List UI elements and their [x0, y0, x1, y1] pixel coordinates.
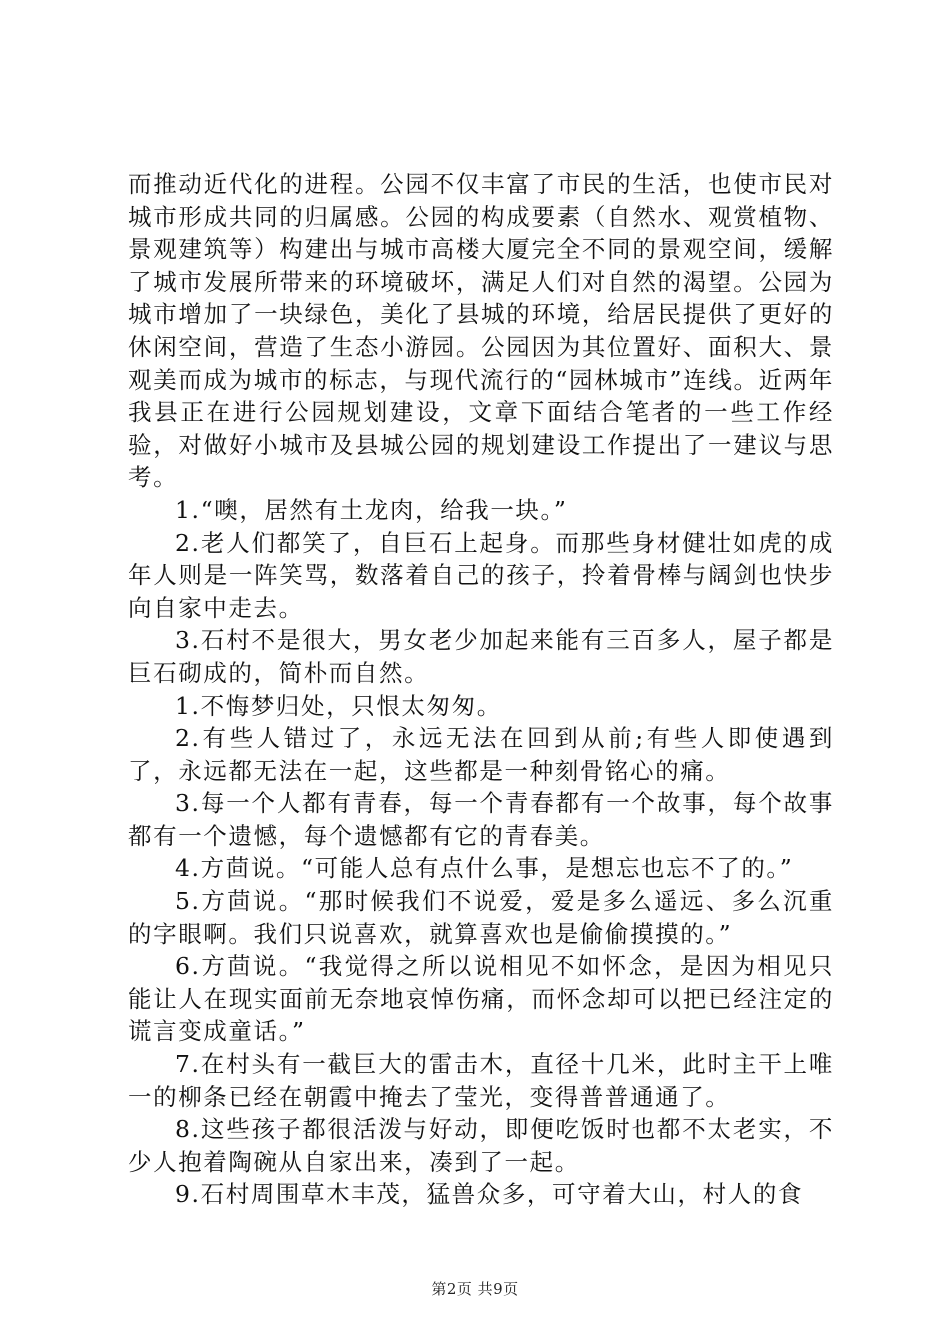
paragraph-intro: 而推动近代化的进程。公园不仅丰富了市民的生活，也使市民对城市形成共同的归属感。公园的构成要素（自然水、观赏植物、景观建筑等）构建出与城市高楼大厦完全不同的景观空间，缓解了城市发展所带来的环境破坏，满足人们对自然的渴望。公园为城市增加了一块绿色，美化了县城的环境，给居民提供了更好的休闲空间，营造了生态小游园。公园因为其位置好、面积大、景观美而成为城市的标志，与现代流行的“园林城市”连线。近两年我县正在进行公园规划建设，文章下面结合笔者的一些工作经验，对做好小城市及县城公园的规划建设工作提出了一建议与思考。	[128, 170, 834, 492]
paragraph-item: 3.石村不是很大，男女老少加起来能有三百多人，屋子都是巨石砌成的，简朴而自然。	[128, 626, 834, 687]
paragraph-item: 1.“噢，居然有土龙肉，给我一块。”	[175, 495, 568, 524]
paragraph-item: 6.方茴说。“我觉得之所以说相见不如怀念，是因为相见只能让人在现实面前无奈地哀悼伤痛，而怀念却可以把已经注定的谎言变成童话。”	[128, 952, 834, 1046]
paragraph-item: 1.不悔梦归处，只恨太匆匆。	[175, 691, 502, 720]
document-body	[128, 168, 834, 1211]
paragraph-item: 4.方茴说。“可能人总有点什么事，是想忘也忘不了的。”	[175, 854, 794, 883]
paragraph-item: 2.有些人错过了，永远无法在回到从前;有些人即使遇到了，永远都无法在一起，这些都是一种刻骨铭心的痛。	[128, 724, 834, 785]
paragraph-item: 5.方茴说。“那时候我们不说爱，爱是多么遥远、多么沉重的字眼啊。我们只说喜欢，就算喜欢也是偷偷摸摸的。”	[128, 887, 834, 948]
paragraph-item: 8.这些孩子都很活泼与好动，即便吃饭时也都不太老实，不少人抱着陶碗从自家出来，凑到了一起。	[128, 1115, 834, 1176]
page-number: 第2页 共9页	[431, 1280, 519, 1298]
page-footer	[0, 1278, 950, 1299]
paragraph-item: 2.老人们都笑了，自巨石上起身。而那些身材健壮如虎的成年人则是一阵笑骂，数落着自己的孩子，拎着骨棒与阔剑也快步向自家中走去。	[128, 528, 834, 622]
paragraph-item: 3.每一个人都有青春，每一个青春都有一个故事，每个故事都有一个遗憾，每个遗憾都有它的青春美。	[128, 789, 834, 850]
paragraph-item: 7.在村头有一截巨大的雷击木，直径十几米，此时主干上唯一的柳条已经在朝霞中掩去了莹光，变得普普通通了。	[128, 1050, 834, 1111]
paragraph-item: 9.石村周围草木丰茂，猛兽众多，可守着大山，村人的食	[175, 1180, 804, 1209]
